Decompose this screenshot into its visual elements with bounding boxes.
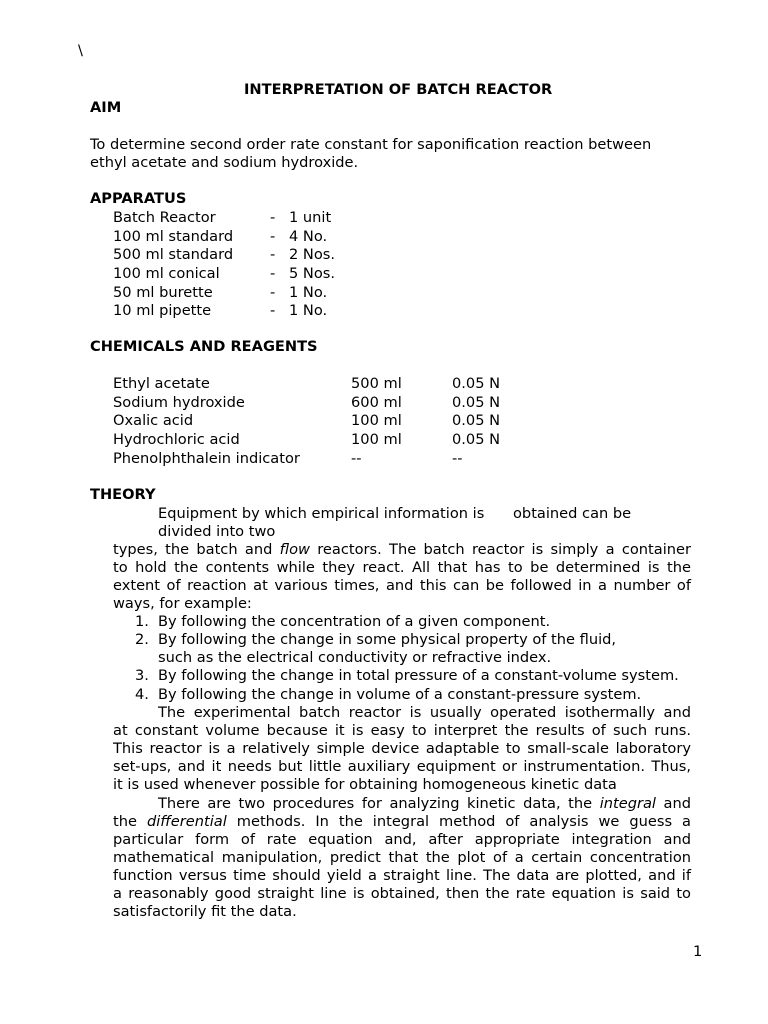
paragraph-line: There are two procedures for analyzing kinetic data, the integral and	[158, 795, 691, 812]
stray-backslash: \	[78, 42, 83, 59]
list-number: 1.	[135, 613, 149, 630]
chemical-name: Hydrochloric acid	[113, 431, 240, 448]
paragraph-line: types, the batch and flow reactors. The batch reactor is simply a container	[113, 541, 692, 558]
list-number: 2.	[135, 631, 149, 648]
apparatus-qty: 4 No.	[289, 228, 328, 245]
apparatus-name: 50 ml burette	[113, 284, 213, 301]
chemical-concentration: --	[452, 450, 463, 467]
apparatus-name: Batch Reactor	[113, 209, 216, 226]
paragraph-line: it is used whenever possible for obtaining homogeneous kinetic data	[113, 776, 617, 793]
apparatus-heading: APPARATUS	[90, 190, 187, 207]
apparatus-qty: 2 Nos.	[289, 246, 336, 263]
paragraph-line: ways, for example:	[113, 595, 252, 612]
list-item: By following the change in total pressure of a constant-volume system.	[158, 667, 679, 684]
chemical-concentration: 0.05 N	[452, 375, 501, 392]
apparatus-dash: -	[270, 246, 276, 263]
apparatus-qty: 1 No.	[289, 284, 328, 301]
apparatus-dash: -	[270, 302, 276, 319]
paragraph-line: mathematical manipulation, predict that the plot of a certain concentration	[113, 849, 691, 866]
theory-heading: THEORY	[90, 486, 156, 503]
paragraph-line: the differential methods. In the integral method of analysis we guess a	[113, 813, 692, 830]
paragraph-line: This reactor is a relatively simple device adaptable to small-scale laboratory	[113, 740, 691, 757]
paragraph-line: set-ups, and it needs but little auxiliary equipment or instrumentation. Thus,	[113, 758, 691, 775]
paragraph-line: The experimental batch reactor is usually operated isothermally and	[158, 704, 691, 721]
chemical-volume: 100 ml	[351, 431, 402, 448]
paragraph-line: function versus time should yield a straight line. The data are plotted, and if	[113, 867, 691, 884]
chemical-volume: 600 ml	[351, 394, 402, 411]
list-item: By following the change in volume of a constant-pressure system.	[158, 686, 642, 703]
chemical-name: Oxalic acid	[113, 412, 194, 429]
apparatus-name: 100 ml conical	[113, 265, 220, 282]
paragraph-line: extent of reaction at various times, and this can be followed in a number of	[113, 577, 691, 594]
apparatus-qty: 5 Nos.	[289, 265, 336, 282]
page-number: 1	[693, 943, 703, 960]
paragraph-line: a reasonably good straight line is obtained, then the rate equation is said to	[113, 885, 691, 902]
list-number: 4.	[135, 686, 149, 703]
apparatus-name: 500 ml standard	[113, 246, 234, 263]
apparatus-name: 100 ml standard	[113, 228, 234, 245]
chemical-name: Sodium hydroxide	[113, 394, 245, 411]
paragraph-line: at constant volume because it is easy to interpret the results of such runs.	[113, 722, 691, 739]
chemicals-heading: CHEMICALS AND REAGENTS	[90, 338, 318, 355]
paragraph-line: satisfactorily fit the data.	[113, 903, 297, 920]
list-item-continuation: such as the electrical conductivity or refractive index.	[158, 649, 552, 666]
apparatus-qty: 1 No.	[289, 302, 328, 319]
chemical-volume: --	[351, 450, 362, 467]
theory-intro-b: obtained can be	[513, 505, 632, 522]
aim-heading: AIM	[90, 99, 122, 116]
apparatus-dash: -	[270, 209, 276, 226]
chemical-concentration: 0.05 N	[452, 431, 501, 448]
list-item: By following the change in some physical property of the fluid,	[158, 631, 617, 648]
chemical-concentration: 0.05 N	[452, 394, 501, 411]
chemical-volume: 500 ml	[351, 375, 402, 392]
chemical-name: Phenolphthalein indicator	[113, 450, 300, 467]
list-number: 3.	[135, 667, 149, 684]
paragraph-line: particular form of rate equation and, after appropriate integration and	[113, 831, 691, 848]
chemical-volume: 100 ml	[351, 412, 402, 429]
paragraph-line: to hold the contents while they react. All that has to be determined is the	[113, 559, 691, 576]
apparatus-qty: 1 unit	[289, 209, 332, 226]
page-title: INTERPRETATION OF BATCH REACTOR	[244, 81, 553, 98]
chemical-name: Ethyl acetate	[113, 375, 210, 392]
list-item: By following the concentration of a given component.	[158, 613, 551, 630]
theory-intro-a: Equipment by which empirical information is	[158, 505, 485, 522]
apparatus-dash: -	[270, 228, 276, 245]
apparatus-dash: -	[270, 265, 276, 282]
aim-line-2: ethyl acetate and sodium hydroxide.	[90, 154, 359, 171]
apparatus-name: 10 ml pipette	[113, 302, 212, 319]
chemical-concentration: 0.05 N	[452, 412, 501, 429]
aim-line-1: To determine second order rate constant for saponification reaction between	[90, 136, 652, 153]
apparatus-dash: -	[270, 284, 276, 301]
theory-intro-2: divided into two	[158, 523, 276, 540]
